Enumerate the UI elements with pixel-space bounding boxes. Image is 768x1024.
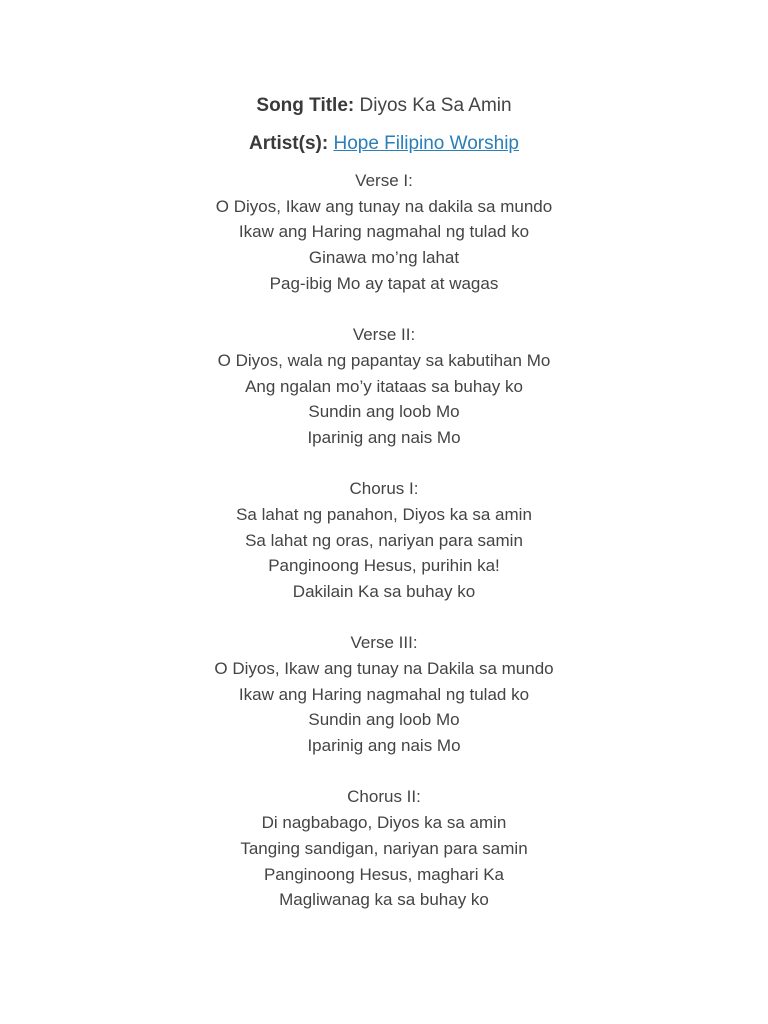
song-title-label: Song Title: (256, 95, 355, 116)
lyric-line: Iparinig ang nais Mo (307, 427, 461, 447)
lyric-line: Ikaw ang Haring nagmahal ng tulad ko (238, 684, 530, 704)
section-heading: Verse II: (352, 325, 416, 345)
lyrics-section (0, 476, 768, 605)
lyric-line: Ginawa mo’ng lahat (308, 248, 460, 268)
lyric-line: O Diyos, Ikaw ang tunay na Dakila sa mundo (214, 659, 554, 679)
lyric-line: Sa lahat ng oras, nariyan para samin (245, 530, 523, 550)
lyric-line: Tanging sandigan, nariyan para samin (240, 838, 528, 858)
lyric-line: Sundin ang loob Mo (308, 710, 460, 730)
section-heading: Verse III: (350, 633, 418, 653)
lyric-line: Magliwanag ka sa buhay ko (279, 890, 489, 910)
lyrics-section (0, 168, 768, 297)
lyric-line: Dakilain Ka sa buhay ko (292, 582, 476, 602)
lyric-line: Ang ngalan mo’y itataas sa buhay ko (245, 376, 523, 396)
lyric-line: Panginoong Hesus, purihin ka! (268, 556, 500, 576)
lyric-line: Sa lahat ng panahon, Diyos ka sa amin (236, 504, 532, 524)
lyric-line: Ikaw ang Haring nagmahal ng tulad ko (238, 222, 530, 242)
song-artist (0, 132, 768, 156)
song-title-value: Diyos Ka Sa Amin (359, 95, 512, 116)
lyric-line: Sundin ang loob Mo (308, 402, 460, 422)
song-title (0, 0, 768, 118)
lyrics-body (0, 168, 768, 913)
artist-link[interactable]: Hope Filipino Worship (333, 133, 519, 154)
section-heading: Chorus II: (347, 787, 421, 807)
section-heading: Chorus I: (349, 479, 419, 499)
lyric-line: Di nagbabago, Diyos ka sa amin (261, 813, 507, 833)
lyric-line: Iparinig ang nais Mo (307, 736, 461, 756)
lyrics-section (0, 784, 768, 913)
lyrics-section (0, 322, 768, 451)
lyrics-section (0, 630, 768, 759)
section-heading: Verse I: (355, 171, 413, 190)
lyric-line: O Diyos, Ikaw ang tunay na dakila sa mundo (215, 196, 553, 216)
artist-label: Artist(s): (249, 133, 329, 154)
lyric-line: Pag-ibig Mo ay tapat at wagas (269, 273, 499, 293)
lyric-line: Panginoong Hesus, maghari Ka (263, 864, 505, 884)
lyric-line: O Diyos, wala ng papantay sa kabutihan Mo (217, 350, 551, 370)
